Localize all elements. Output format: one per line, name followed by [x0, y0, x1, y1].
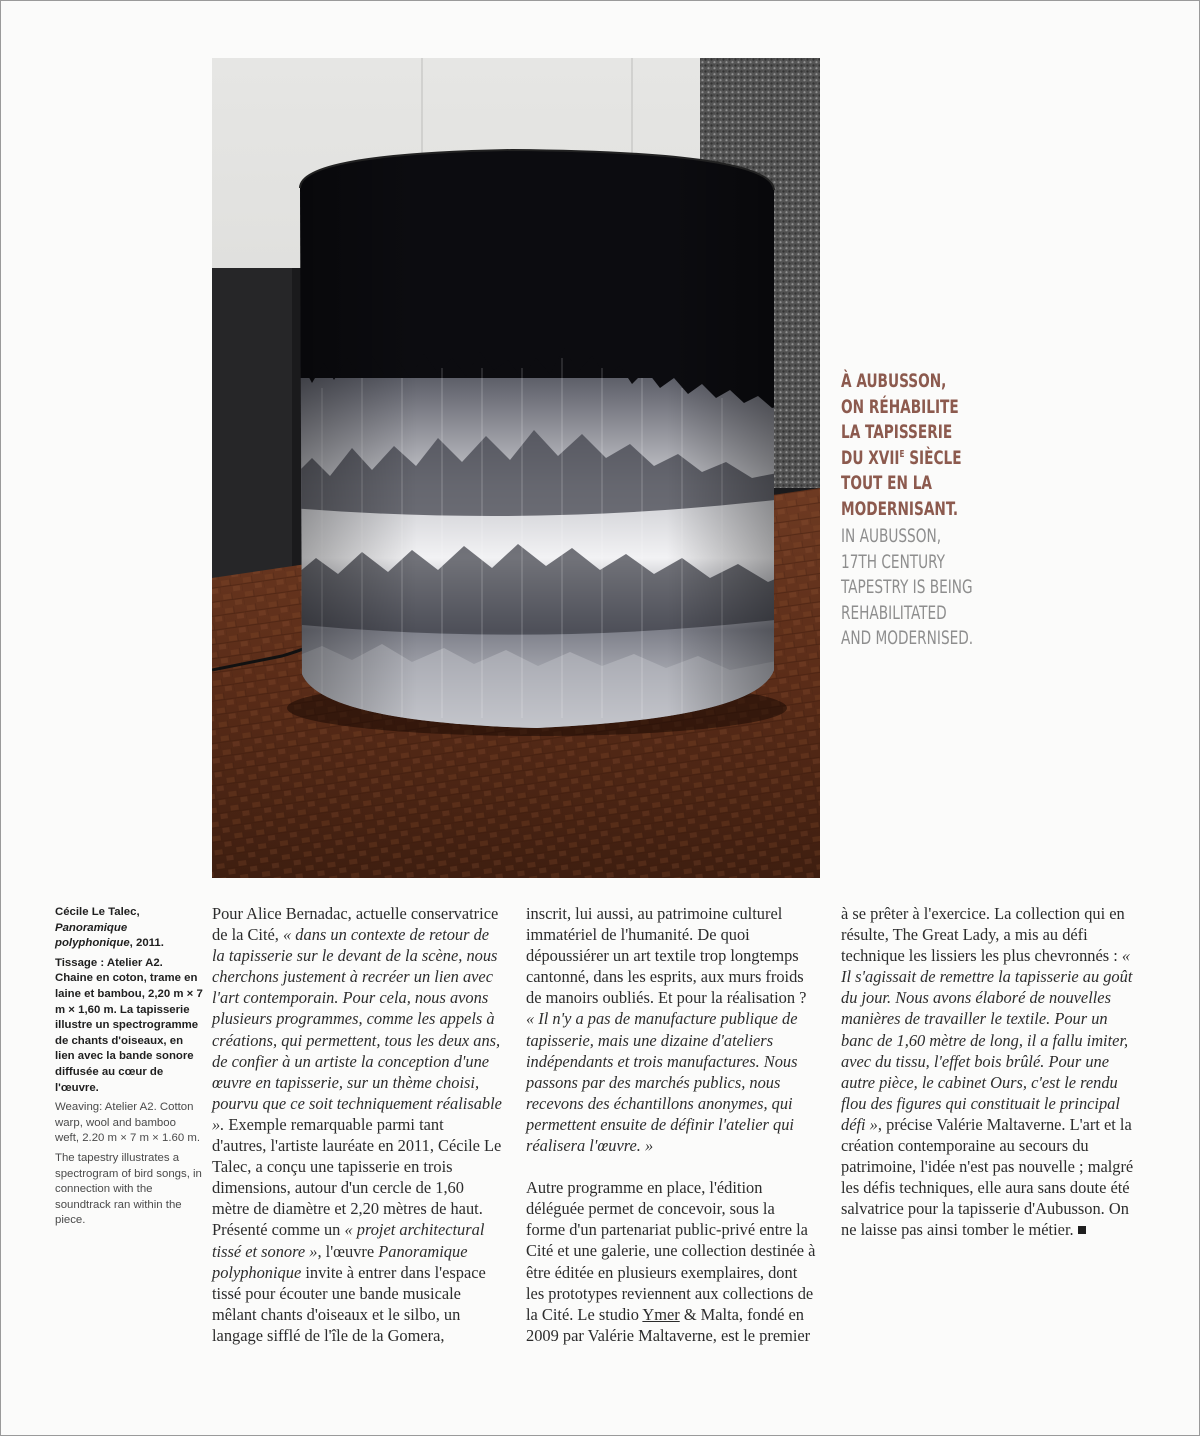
pull-quote-english [841, 524, 1017, 652]
paragraph-gap [526, 1156, 816, 1177]
body-text: , l'œuvre [317, 1241, 379, 1261]
caption-french-text: Tissage : Atelier A2. Chaine en coton, trame en laine et bambou, 2,20 m × 7 m × 1,60 m. La tapisserie illustre un spectrogramme de chants d'oiseaux, en lien avec la bande sonore diffusée au cœur de l'œuvre. [55, 956, 203, 1094]
body-paragraph [841, 903, 1141, 1241]
body-text: & Malta, fondé en 2009 par Valérie Maltaverne, est le premier [526, 1304, 811, 1345]
body-quote: « Il n'y a pas de manufacture publique de tapisserie, mais une dizaine d'ateliers indépendants et trois manufactures. Nous passons par des marchés publics, nous recevons des échantillons anonymes, qui permettent ensuite de définir l'atelier qui réalisera l'œuvre. » [526, 1009, 798, 1156]
body-column-3 [841, 903, 1141, 1241]
pull-quote-en-line: IN AUBUSSON, [841, 525, 942, 547]
body-quote: « Il s'agissait de remettre la tapisserie au goût du jour. Nous avons élaboré de nouvelles manières de travailler le textile. Pour un banc de 1,60 mètre de long, il a fallu imiter, avec du tissu, l'effet bois brûlé. Pour une autre pièce, le cabinet Ours, c'est le rendu flou des figures qui constituait le principal défi » [841, 946, 1133, 1134]
pull-quote-en-line: AND MODERNISED. [841, 627, 974, 649]
body-quote: « dans un contexte de retour de la tapisserie sur le devant de la scène, nous cherchons justement à recréer un lien avec l'art contemporain. Pour cela, nous avons plusieurs programmes, comme les appels à créations, qui permettent, tous les deux ans, de confier à un artiste la conception d'une œuvre en tapisserie, sur un thème choisi, pourvu que ce soit techniquement réalisable ». [212, 925, 502, 1134]
caption-work-title: Panoramique polyphonique [55, 921, 130, 950]
pull-quote-fr-siecle: SIÈCLE [909, 446, 962, 469]
caption-credit [55, 905, 203, 952]
pull-quote [841, 369, 1061, 652]
body-text: Autre programme en place, l'édition déléguée permet de concevoir, sous la forme d'un partenariat public-privé entre la Cité et une galerie, une collection destinée à être éditée en plusieurs exemplaires, dont les prototypes reviennent aux collections de la Cité. Le studio [526, 1178, 816, 1324]
pull-quote-fr-line: À AUBUSSON, [841, 370, 947, 392]
body-text: invite à entrer dans l'espace tissé pour écouter une bande musicale mêlant chants d'oiseaux et le silbo, un langage sifflé de l'île de la Gomera, [212, 1262, 486, 1345]
pull-quote-fr-line: MODERNISANT. [841, 497, 959, 520]
body-paragraph [212, 903, 502, 1346]
pull-quote-fr-line: LA TAPISSERIE [841, 421, 953, 443]
end-of-article-mark [1078, 1226, 1086, 1234]
studio-name-ymer: Ymer [642, 1304, 680, 1324]
caption-english-text-1: Weaving: Atelier A2. Cotton warp, wool and bamboo weft, 2.20 m × 7 m × 1.60 m. [55, 1101, 200, 1145]
body-quote: « projet architectural tissé et sonore » [212, 1220, 485, 1261]
pull-quote-en-line: REHABILITATED [841, 601, 947, 624]
body-text: inscrit, lui aussi, au patrimoine culturel immatériel de l'humanité. De quoi dépoussiérer un art textile trop longtemps cantonné, dans les esprits, aux murs froids de manoirs oubliés. Et pour la réalisation ? [526, 904, 807, 1008]
body-paragraph [526, 1177, 816, 1346]
photo-caption [55, 905, 203, 1233]
caption-artist: Cécile Le Talec, [55, 906, 140, 918]
pull-quote-en-line: 17TH CENTURY [841, 550, 946, 573]
body-column-2 [526, 903, 816, 1346]
pull-quote-fr-line: TOUT EN LA [841, 472, 932, 494]
body-column-1 [212, 903, 502, 1346]
caption-english-text-2: The tapestry illustrates a spectrogram of bird songs, in connection with the soundtrack ran within the piece. [55, 1151, 202, 1227]
tapestry-cylinder-photo [212, 58, 820, 878]
body-text: Pour Alice Bernadac, actuelle conservatrice de la Cité, [212, 904, 499, 945]
pull-quote-fr-line-century [841, 446, 1017, 472]
body-paragraph [526, 903, 816, 1156]
pull-quote-fr-century: DU XVII [841, 446, 900, 469]
pull-quote-fr-line: ON RÉHABILITE [841, 395, 959, 418]
caption-year: , 2011. [129, 937, 164, 950]
pull-quote-french [841, 369, 1017, 522]
pull-quote-en-line: TAPESTRY IS BEING [841, 576, 973, 598]
body-text: Exemple remarquable parmi tant d'autres, l'artiste lauréate en 2011, Cécile Le Talec, a conçu une tapisserie en trois dimensions, autour d'un cercle de 1,60 mètre de diamètre et 2,20 mètres de haut. Présenté comme un [212, 1114, 502, 1240]
body-text: , précise Valérie Maltaverne. L'art et la création contemporaine au secours du patrimoine, l'idée n'est pas nouvelle ; malgré les défis techniques, elle aura sans doute été salvatrice pour la tapisserie d'Aubusson. On ne laisse pas ainsi tomber le métier. [841, 1114, 1134, 1240]
photo-illustration [212, 58, 820, 878]
body-work-title: Panoramique polyphonique [212, 1241, 468, 1282]
body-text: à se prêter à l'exercice. La collection qui en résulte, The Great Lady, a mis au défi technique les lissiers les plus chevronnés : [841, 904, 1125, 966]
pull-quote-fr-superscript: E [899, 448, 905, 460]
